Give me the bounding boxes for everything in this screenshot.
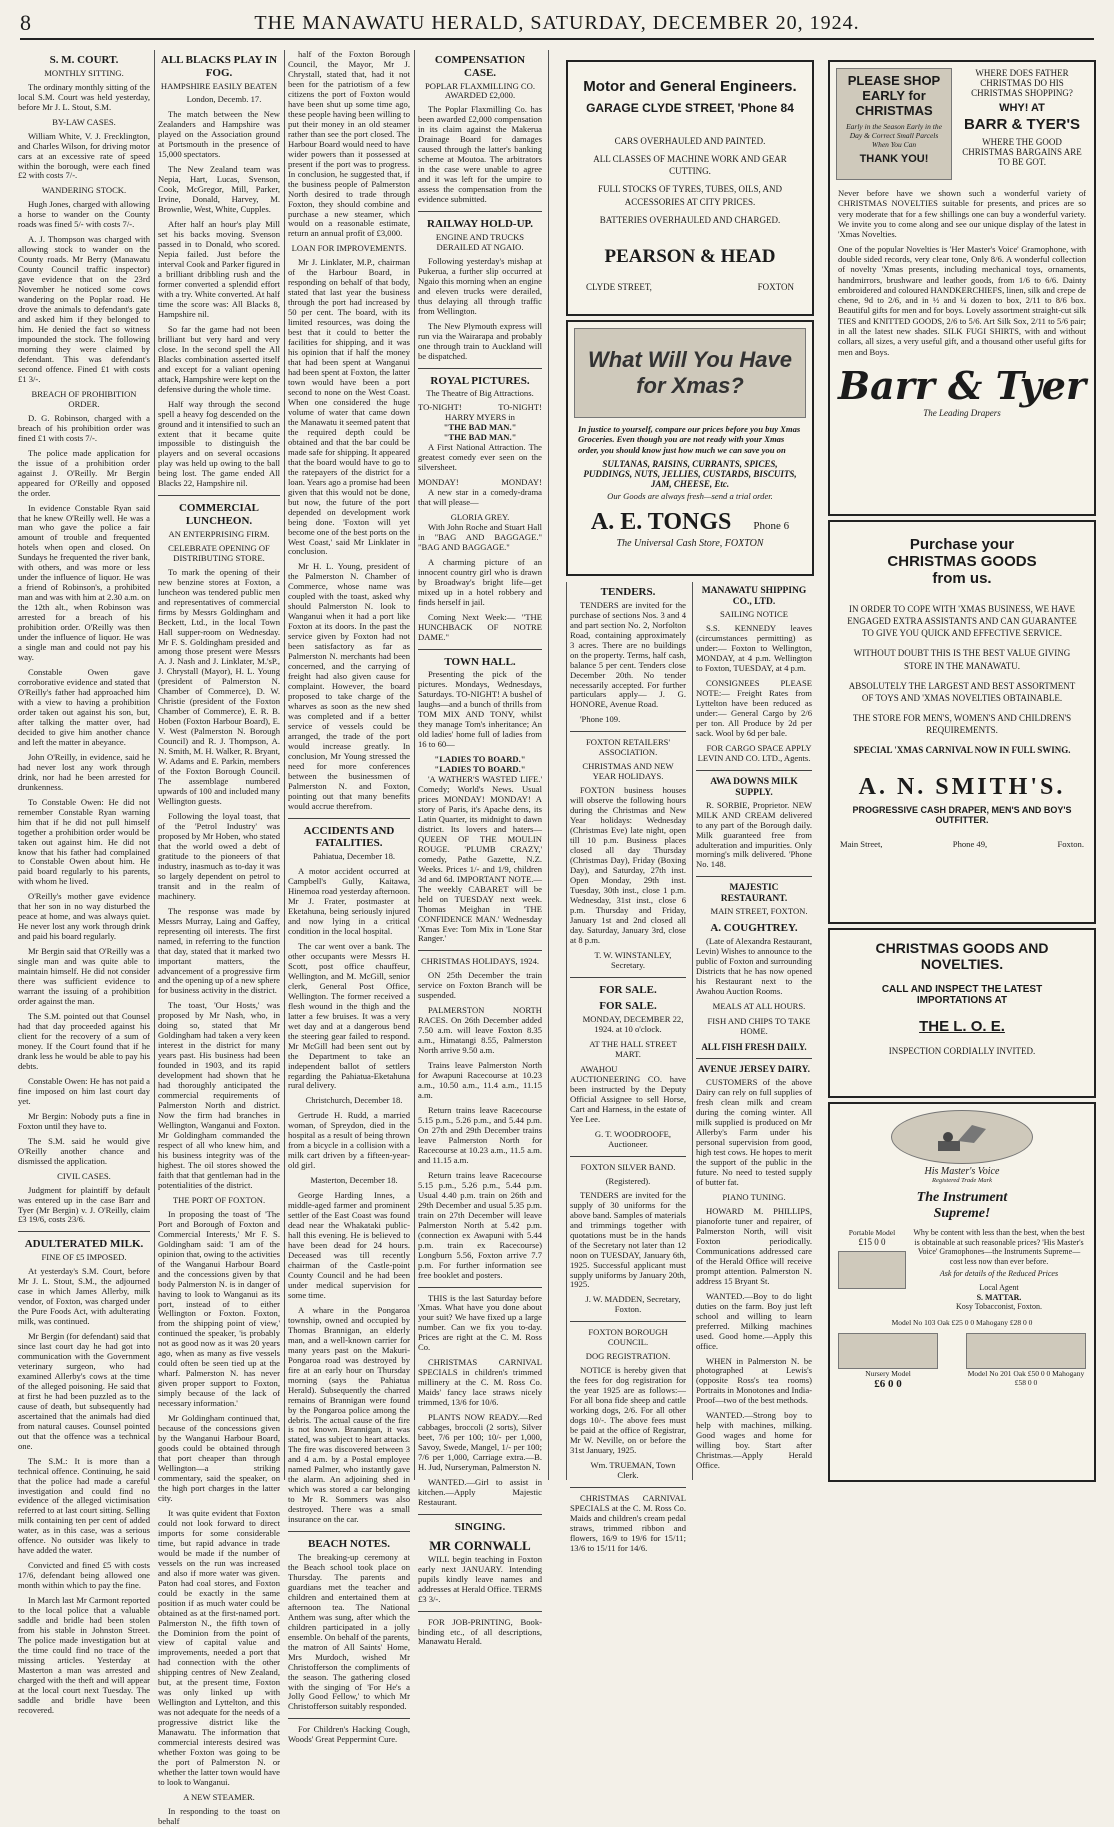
paragraph: NOTICE is hereby given that the fees for dog registration for the year 1925 are as follows:— For all bona fide sheep and cattle working dogs, 2/6. For all other dogs 10/-. The above fees must be paid at the office of Registrar, Mr W. Neville, on or before the 31st January, 1925.: [570, 1365, 686, 1456]
ad-brand-row: [568, 509, 812, 536]
trade-mark: Registered Trade Mark: [931, 1177, 993, 1184]
heading: FOR SALE.: [599, 1000, 657, 1013]
ad-line: WHERE DOES FATHER CHRISTMAS DO HIS CHRISTMAS SHOPPING?: [971, 68, 1073, 98]
paragraph: A. J. Thompson was charged with allowing stock to wander on the County roads. Mr Berry (Manawatu County Council traffic inspector) gave evidence that on the 23rd November he noticed some cows wandering on the Poplar road. He drove the animals to defendant's gate and asked him if they belonged to him. He denied the fact so witness impounded the stock. The following morning they were claimed by defendant. This was defendant's second offence. Fined £1 with costs £1 3/-.: [18, 234, 150, 384]
ad-body: [838, 188, 1086, 357]
nursery-gramophone-icon: [838, 1333, 938, 1369]
ad-line: WHERE THE GOOD CHRISTMAS BARGAINS ARE TO BE GOT.: [962, 137, 1082, 167]
paragraph: CONSIGNEES PLEASE NOTE:— Freight Rates from Lyttelton have been reduced as under:— General Cargo by 2/6 per ton. All Produce by 2d per sack. Wool by 6d per bale.: [696, 677, 812, 738]
subheading: FOXTON SILVER BAND.: [580, 1161, 676, 1172]
ad-brand: BARR & TYER'S: [963, 116, 1081, 133]
tonight-label: TO-NIGHT!: [418, 402, 462, 413]
subheading: FINE OF £5 IMPOSED.: [41, 1252, 127, 1263]
teacher-name: MR CORNWALL: [429, 1537, 531, 1553]
agent-name: S. MATTAR.: [976, 1292, 1022, 1302]
paragraph: Mr Goldingham continued that, because of the concessions given by the Wanganui Harbour Board, goods could be obtained through that port cheaper than through Wellington—a striking commentary, said the speaker, on the high port charges in the latter city.: [158, 1413, 280, 1503]
ad-subtitle: CALL AND INSPECT THE LATEST IMPORTATIONS AT: [881, 984, 1043, 1006]
paragraph: PLANTS NOW READY.—Red cabbages, broccoli (2 sorts), Silver beet, 7/6 per 100; 10/- per 1,000, Savoy, Swede, Mangel, 1/- per 100; 7/6 per 1,000, Carriage extra.—B. H. Jud, Nurseryman, Palmerston N.: [418, 1412, 542, 1472]
ad-his-masters-voice: [828, 1102, 1096, 1482]
paragraph: A whare in the Pongaroa township, owned and occupied by Thomas Brannigan, an elderly man, and a well-known carrier for many years past on the Makuri-Pongaroa road was destroyed by fire at an early hour on Thursday morning (says the Pahiatua Herald). Subsequently the charred remains of Brannigan were found by the Pongaroa police among the debris. The actual cause of the fire is not known. Brannigan, it was stated, was subject to heart attacks. The fire was discovered between 3 and 4 a.m. by a Postal employee named Palmer, who instantly gave the alarm. An adjoining shed in which was stored a car belonging to Mr R. Sommers was also destroyed. There was a small insurance on the car.: [288, 1304, 410, 1525]
ad-top: [830, 62, 1094, 186]
signature: G. T. WOODROOFE, Auctioneer.: [594, 1128, 672, 1149]
ad-question: [952, 68, 1088, 180]
ad-street: Main Street,: [840, 839, 883, 850]
ad-address-row: [840, 839, 1084, 849]
column-rule: [692, 582, 693, 1480]
ad-barr-tyer: [828, 60, 1096, 516]
ad-town: FOXTON: [757, 281, 794, 292]
subheading: LOAN FOR IMPROVEMENTS.: [291, 243, 407, 254]
ad-line: WHY! AT: [999, 102, 1045, 114]
paragraph: A motor accident occurred at Campbell's Gully, Kaitawa, Hinemoa road yesterday afternoon. Mr J. Frater, postmaster at Eketahuna, being seriously injured and now lying in a critical condition in the local hospital.: [288, 866, 410, 936]
ad-an-smith: [828, 520, 1096, 924]
heading: MAJESTIC RESTAURANT.: [720, 883, 788, 905]
heading: BEACH NOTES.: [308, 1538, 390, 1551]
column-3: [288, 49, 410, 1745]
paragraph: So far the game had not been brilliant but very hard and very close. In the second spell the All Blacks combination asserted itself and except for a valiant opening attack, Hampshire were kept on the defensive during the whole time.: [158, 323, 280, 394]
ad-subtitle: PROGRESSIVE CASH DRAPER, MEN'S AND BOY'S OUTFITTER.: [852, 805, 1072, 826]
ad-line: FULL STOCKS OF TYRES, TUBES, OILS, AND ACCESSORIES AT CITY PRICES.: [598, 184, 782, 207]
paragraph: Ask for details of the Reduced Prices: [939, 1269, 1059, 1279]
divider: [570, 1156, 686, 1157]
ad-street: CLYDE STREET,: [586, 281, 652, 292]
paragraph: To Constable Owen: He did not remember Constable Ryan warning him that if he did not pull himself together a prohibition order would be taken out against him. He did not know that his father had complained to Constable Owen about him. He paid board regularly to his parents, with whom he lived.: [18, 796, 150, 887]
divider: [288, 818, 410, 819]
barr-tyer-script-logo: Barr & Tyer: [838, 363, 1086, 408]
divider: [18, 1231, 150, 1232]
monday-label: MONDAY!: [418, 477, 459, 487]
monday-label: MONDAY!: [501, 477, 542, 487]
paragraph: Gertrude H. Rudd, a married woman, of Spreydon, died in the hospital as a result of being thrown from a bicycle in a collision with a milk cart driven by a fifteen-year-old girl.: [288, 1110, 410, 1171]
model-201: [966, 1333, 1086, 1390]
paragraph: Why be content with less than the best, when the best is obtainable at such reasonable prices? 'His Master's Voice' Gramophones—the Instruments Supreme—cost less now than ever before.: [913, 1228, 1085, 1266]
ad-line: WITHOUT DOUBT THIS IS THE BEST VALUE GIVING STORE IN THE MANAWATU.: [853, 648, 1071, 671]
paragraph: AWAHOU AUCTIONEERING CO. have been instructed by the Deputy Official Assignee to sell Horse, Cart and Harness, in the estate of Yee Lee.: [570, 1064, 686, 1124]
subheading: WANDERING STOCK.: [41, 185, 127, 196]
paragraph: Mr J. Linklater, M.P., chairman of the Harbour Board, in responding on behalf of that body, stated that last year the business through the port had increased by 50 per cent. The board, with its limited resources, was doing the best that it could to better the facilities for shipping, and it was his opinion that if half the money that had been spent at Wanganui had been spent at Foxton, the latter town would have been a port second to none on the West Coast. When one considered the huge volume of water that came down the Manawatu it seemed patent that the required depth could be obtained and that the bar could be made safe for shipping. It appeared that the board would have to go to the ratepayers of the district for a loan. Years ago a promise had been given that this would not be done, but now, the future of the port depended on development work being done. 'Foxton will yet become one of the best ports on the West Coast,' said Mr Linklater in conclusion.: [288, 257, 410, 557]
divider: [418, 1611, 542, 1612]
paragraph: FISH AND CHIPS TO TAKE HOME.: [707, 1015, 811, 1036]
paragraph: The S.M.: It is more than a technical offence. Continuing, he said that the police had made a careful investigation and could find no evidence of the alleged victimisation referred to at last court sitting. Selling milk containing ten per cent of added water, as in this case, was a serious offence. No outsider was likely to have added the water.: [18, 1455, 150, 1556]
divider: [288, 1531, 410, 1532]
model-label: Nursery Model: [865, 1368, 911, 1378]
column-4: [418, 50, 542, 1647]
divider: [696, 876, 812, 877]
heading: AVENUE JERSEY DAIRY.: [697, 1065, 811, 1076]
paragraph: William White, V. J. Frecklington, and Charles Wilson, for driving motor cars at an excessive rate of speed within the borough, were each fined £2 with costs 7/-.: [18, 130, 150, 181]
ad-phone: Phone 49,: [952, 839, 988, 850]
heading: RAILWAY HOLD-UP.: [427, 218, 533, 231]
paragraph: The S.M. said he would give O'Reilly another chance and dismissed the application.: [18, 1135, 150, 1166]
paragraph: AT THE HALL STREET MART.: [589, 1039, 677, 1060]
hmv-body: [912, 1228, 1086, 1312]
paragraph: FOR CARGO SPACE APPLY LEVIN AND CO. LTD., Agents.: [697, 742, 812, 763]
heading: MANAWATU SHIPPING CO., LTD.: [701, 586, 807, 608]
divider: [570, 731, 686, 732]
ad-town: Foxton.: [1057, 839, 1084, 850]
paragraph: Hugh Jones, charged with allowing a horse to wander on the County roads was fined 5/- with costs 7/-.: [18, 199, 150, 230]
column-5: [570, 582, 686, 1553]
ad-title: CHRISTMAS GOODS: [887, 553, 1037, 570]
paragraph: CHRISTMAS CARNIVAL SPECIALS in children's trimmed millinery at the C. M. Ross Co. Maids' fancy lace straws nicely trimmed, 13/6 for 10/6.: [418, 1357, 542, 1408]
model-portable: [838, 1228, 906, 1312]
column-rule: [414, 50, 415, 1480]
paragraph: It was quite evident that Foxton could not look forward to direct imports for some considerable time, but rapid advance in trade would be made if the number of vessels on the run was increased and also if more water was given. Paton had coal stores, and Foxton could be exactly in the same position if as much water could be obtained as at the first-named port. Palmerston N., the fifth town of the Dominion from the point of view of capital value and improvements, needed a port that had connection with the other shipping centres of New Zealand, but, at the present time, Foxton was only linked up with Wellington and Lyttelton, and this was not adequate for the needs of a progressive district like the Manawatu. The information that commercial interests desired was whether Foxton was going to be the port of Palmerston N. or whether the latter town would have to look to Wanganui.: [158, 1507, 280, 1788]
paragraph: Return trains leave Racecourse 5.15 p.m., 5.26 p.m., and 5.44 p.m. On 27th and 29th December trains leave Palmerston North for Racecourse at 10.23 a.m., 11.5 a.m. and 11.15 a.m.: [418, 1105, 542, 1165]
paragraph: THIS is the last Saturday before 'Xmas. What have you done about your suit? We have fixed up a large number. Can we fix you to-day. Prices are right at the C. M. Ross Co.: [418, 1292, 542, 1353]
paragraph: The breaking-up ceremony at the Beach school took place on Thursday. The parents and guardians met the teacher and children and entertained them at afternoon tea. The National Anthem was sung, after which the children participated in a jolly ensemble. On behalf of the parents, the matron of All Saints' Home, Mrs Murdoch, wished Mr Christofferson the compliments of the season. The gathering closed with the singing of 'For He's a Jolly Good Fellow,' to which Mr Christofferson suitably responded.: [288, 1551, 410, 1712]
paragraph: TENDERS are invited for the purchase of sections Nos. 3 and 4 and part section No. 2, Norfolton Road, containing approximately 3 acres. There are no buildings on the property. Terms, half cash, balance 5 per cent. Tenders close December 20th. No tender necessarily accepted. For further particulars apply— J. G. HONORE, Avenue Road.: [570, 599, 686, 710]
ad-line: THE STORE FOR MEN'S, WOMEN'S AND CHILDREN'S REQUIREMENTS.: [852, 712, 1072, 736]
ad-brand: A. N. SMITH'S.: [858, 774, 1066, 801]
newspaper-title: THE MANAWATU HERALD, SATURDAY, DECEMBER 20, 1924.: [254, 12, 860, 34]
paragraph: One of the popular Novelties is 'Her Master's Voice' Gramophone, with double sided records, very clear tone, Only 8/6. A wonderful collection of novelty 'Xmas presents, including mechanical toys, ornaments, handmirrors, brushware and leather goods, from 1/6 to 6/6. Dainty embroidered and coloured HANDKERCHIEFS, linen, silk and crepe de chene, 9d to 2/6, and in ½ and ¼ dozen to box, 2/11 to 8/6 box. Beautiful gifts for men and for boys. Lovely assortment straight-cut silk TIES and KNITTED GOODS, 2/6 to 5/6. Art Silk Sox, 2/11 to 5/6 pair; in all the latest new shades. SILK FUGI SHIRTS, with and without collars, all sizes, a very useful gift, and a thousand other useful gifts for men and Boys.: [838, 243, 1086, 357]
ad-title: Supreme!: [933, 1206, 991, 1221]
ad-pearson-head: [566, 60, 814, 316]
divider: [418, 950, 542, 951]
ad-line: ABSOLUTELY THE LARGEST AND BEST ASSORTMENT OF TOYS AND 'XMAS NOVELTIES OBTAINABLE.: [848, 680, 1076, 703]
heading: COMPENSATION CASE.: [434, 54, 526, 79]
model-price: £6 0 0: [874, 1377, 902, 1390]
paragraph: With John Roche and Stuart Hall in "BAG AND BAGGAGE." "BAG AND BAGGAGE.": [418, 521, 542, 552]
model-label: Portable Model: [848, 1228, 896, 1237]
ad-brand: THE L. O. E.: [919, 1018, 1005, 1035]
dog-gramophone-icon: [891, 1110, 1033, 1164]
ad-line: BATTERIES OVERHAULED AND CHARGED.: [599, 214, 781, 225]
paragraph: The police made application for the issue of a prohibition order against J. O'Reilly. Mr Bergin appeared for O'Reilly and opposed the order.: [18, 447, 150, 498]
paragraph: A new star in a comedy-drama that will please—: [418, 486, 542, 507]
dateline: London, Decemb. 17.: [186, 94, 262, 105]
xmas-illustration: [574, 328, 806, 418]
film-title: "THE BAD MAN.": [443, 422, 517, 433]
paragraph: The match between the New Zealanders and Hampshire was played on the Association ground at Portsmouth in the presence of 15,000 spectators.: [158, 109, 280, 160]
paragraph: Following the loyal toast, that of the 'Petrol Industry' was proposed by Mr Hoben, who stated that the world owed a debt of gratitude to the pioneers of that industry, inasmuch as to-day it was so largely dependent on petrol to transit and in the realm of machinery.: [158, 810, 280, 901]
paragraph: WANTED.—Boy to do light duties on the farm. Boy just left school and willing to learn preferred. Milking machines used. Good home.—Apply this office.: [696, 1290, 812, 1351]
ad-line: In justice to yourself, compare our prices before you buy Xmas Groceries. Even though you are not ready with your Xmas order, you should know just how much we can save you on: [578, 424, 801, 455]
paragraph: The toast, 'Our Hosts,' was proposed by Mr Nash, who, in doing so, stated that Mr Goldingham had taken a very keen interest in the district for many years past. His business had been founded in 1903, and its rapid development had shown that he had thoroughly anticipated the commercial requirements of Palmerston North and district. Now the firm had branches in Wellington, Wanganui and Foxton. Mr Goldingham commanded the respect of all who knew him, and his business integrity was of the highest. The oil stores showed the faith that that gentleman had in the potentialities of the district.: [158, 1000, 280, 1190]
paragraph: FOR JOB-PRINTING, Book-binding etc., of all descriptions, Manawatu Herald.: [418, 1616, 542, 1647]
ad-subtitle: GARAGE CLYDE STREET, 'Phone 84: [586, 101, 794, 115]
ad-title: CHRISTMAS GOODS AND NOVELTIES.: [875, 940, 1049, 972]
paragraph: Constable Owen gave corroborative evidence and stated that O'Reilly's father had approached him with a view to having a prohibition order taken out against his son, but, after talking the matter over, had decided to give him another chance and left the matter in abeyance.: [18, 667, 150, 747]
signature: Wm. TRUEMAN, Town Clerk.: [590, 1460, 676, 1480]
ad-line: Our Goods are always fresh—send a trial order.: [607, 490, 773, 501]
subheading: FOXTON RETAILERS' ASSOCIATION.: [585, 737, 670, 758]
paragraph: WANTED.—Girl to assist in kitchen.—Apply Majestic Restaurant.: [418, 1476, 542, 1507]
ad-line: ALL CLASSES OF MACHINE WORK AND GEAR CUTTING.: [593, 154, 787, 177]
paragraph: Mr Bergin: Nobody puts a fine in Foxton until they have to.: [18, 1110, 150, 1131]
agent-label: Local Agent: [979, 1282, 1019, 1292]
page-number: 8: [20, 10, 32, 35]
subheading: BREACH OF PROHIBITION ORDER.: [31, 388, 137, 409]
ad-tagline: The Universal Cash Store, FOXTON: [616, 537, 764, 549]
paragraph: MAIN STREET, FOXTON.: [710, 906, 808, 917]
paragraph: WILL begin teaching in Foxton early next JANUARY. Intending pupils kindly leave names and addresses at Herald Office. TERMS £3 3/-.: [418, 1553, 542, 1604]
heading: ALL FISH FRESH DAILY.: [701, 1041, 807, 1052]
subheading: HAMPSHIRE EASILY BEATEN: [160, 80, 278, 91]
ad-title: Motor and General Engineers.: [583, 78, 797, 95]
subheading: DOG REGISTRATION.: [585, 1351, 671, 1362]
subheading: AN ENTERPRISING FIRM.: [168, 528, 270, 539]
hmv-brand: His Master's Voice: [924, 1166, 1000, 1177]
dateline: Pahiatua, December 18.: [312, 851, 396, 862]
paragraph: PALMERSTON NORTH RACES. On 26th December added 7.50 a.m. will leave Foxton 8.35 a.m., Himatangi 8.55, Palmerston North arrive 9.50 a.m.: [418, 1005, 542, 1056]
divider: [570, 977, 686, 978]
dateline: Christchurch, December 18.: [305, 1095, 403, 1106]
cabinet-gramophone-icon: [966, 1333, 1086, 1369]
paragraph: A First National Attraction. The greatest comedy ever seen on the silversheet.: [418, 442, 542, 473]
heading: ACCIDENTS AND FATALITIES.: [303, 824, 395, 850]
heading: S. M. COURT.: [49, 54, 119, 66]
ad-line: SULTANAS, RAISINS, CURRANTS, SPICES, PUDDINGS, NUTS, JELLIES, CUSTARDS, BISCUITS, JAM, CHEESE, Etc.: [583, 458, 797, 489]
ad-line: CARS OVERHAULED AND PAINTED.: [614, 136, 766, 146]
paragraph: Mr Bergin said that O'Reilly was a single man and was quite able to maintain himself. He did not consider there was sufficient evidence to warrant the issuing of a prohibition order against the man.: [18, 946, 150, 1007]
divider: [418, 649, 542, 650]
ad-phone: Phone 6: [753, 519, 790, 532]
paragraph: TENDERS are invited for the supply of 30 uniforms for the above band. Samples of materials and trimmings together with quotations must be in the hands of the Secretary not later than 12 noon on TUESDAY, January 6th, 1925. Successful applicant must supply uniforms by January 20th, 1925.: [570, 1189, 686, 1290]
ad-brand: A. E. TONGS: [590, 508, 732, 535]
sign-thanks: THANK YOU!: [859, 153, 929, 165]
paragraph: D. G. Robinson, charged with a breach of his prohibition order was fined £1 with costs 7/-.: [18, 412, 150, 443]
paragraph: HOWARD M. PHILLIPS, pianoforte tuner and repairer, of Palmerston North, will visit Foxton periodically. Communications addressed care of the Herald Office will receive prompt attention. Palmerston N. address 15 Bryant St.: [696, 1205, 812, 1286]
agent-address: Kosy Tobacconist, Foxton.: [956, 1302, 1042, 1312]
model-price: £15 0 0: [858, 1237, 886, 1247]
paragraph: In evidence Constable Ryan said that he knew O'Reilly well. He was a man who gave the police a fair amount of trouble and frequented hotels when open and closed. On Sundays he frequented the river bank, with others, and was more or less under the influence of liquor. He was a friend of Robinson's, a prohibited man and was with him at 2.30 a.m. on the 12th alt., when Robinson was arrested for a breach of his prohibition order. O'Reilly was then under the influence of liquor. He was a single man and could not pay his way.: [18, 502, 150, 663]
divider: [418, 368, 542, 369]
paragraph: The New Zealand team was Nepia, Hart, Lucas, Svenson, Cook, McGregor, Mill, Parker, Irvine, Donald, Harvey, M. Brownlie, West, White, Cupples.: [158, 164, 280, 215]
masthead: [20, 8, 1094, 40]
paragraph: WANTED.—Strong boy to help with machines, milking. Good wages and home for willing boy. Start after Christmas.—Apply Herald Office.: [696, 1410, 812, 1471]
paragraph: After half an hour's play Mill set his backs moving. Svenson passed in to Donald, who scored. Nepia failed. Just before the interval Cook and Parker figured in a brilliant dribbling rush and the former converted a splendid effort with a try. White converted. At half time the score was: All Blacks 8, Hampshire nil.: [158, 219, 280, 319]
subheading: POPLAR FLAXMILLING CO. AWARDED £2,000.: [424, 80, 536, 101]
paragraph: MONDAY, DECEMBER 22, 1924. at 10 o'clock.: [582, 1014, 684, 1035]
divider: [570, 1487, 686, 1488]
divider: [696, 1058, 812, 1059]
paragraph: Following yesterday's mishap at Pukerua, a further slip occurred at Ngaio this morning when an engine and eleven trucks were derailed, thus delaying all through traffic from Wellington.: [418, 255, 542, 316]
paragraph: (Late of Alexandra Restaurant, Levin) Wishes to announce to the public of Foxton and surrounding Districts that he has now opened his Restaurant next to the Awahou Auction Rooms.: [696, 936, 812, 996]
ad-brand: PEARSON & HEAD: [604, 245, 776, 267]
paragraph: In proposing the toast of 'The Port and Borough of Foxton and Commercial Interests,' Mr F. S. Goldingham said: 'I am of the opinion that, owing to the activities of the Wanganui Harbour Board and the concessions given by that body Palmerston N. is in danger of having to look to Wanganui as its port, instead of to either Wellington or Foxton. Foxton, from the shipping point of view,' continued the speaker, 'is probably not as good now as it was 20 years ago, when as many as five vessels could often be seen tied up at the wharf. Palmerston N. has never given proper support to Foxton, simply because of the lack of necessary information.': [158, 1208, 280, 1409]
divider: [570, 1321, 686, 1322]
paragraph: John O'Reilly, in evidence, said he had never lost any work through drink, nor had he been arrested for drunkenness.: [18, 751, 150, 792]
paragraph: The response was made by Messrs Murray, Laing and Gaffey, representing oil interests. The first named, in referring to the function that day, stated that it marked two important matters, the advancement of a progressive firm and the opening up of a new sphere for business activity in the district.: [158, 905, 280, 996]
paragraph: S.S. KENNEDY leaves (circumstances permitting) as under:— Foxton to Wellington, MONDAY, at 4 p.m. Wellington to Foxton, TUESDAY, at 4 p.m.: [696, 623, 812, 673]
sign-subtext: Early in the Season Early in the Day & Correct Small Parcels When You Can: [846, 122, 942, 149]
hmv-bottom: [838, 1333, 1086, 1390]
paragraph: half of the Foxton Borough Council, the Mayor, Mr J. Chrystall, stated that, had it not been for the patriotism of a few citizens the port of Foxton would have been shut up some time ago, these people having been willing to put their money in an old steamer rather than see the port closed. The Harbour Board would need to have wider powers than it possessed at present if the port was to progress. In conclusion, he suggested that, if the business people of Palmerston North desired to trade through Foxton, they should combine and purchase a new steamer, which would on a reasonable estimate, return an annual profit of £3,000.: [288, 49, 410, 239]
ad-tongs: [566, 320, 814, 576]
sign-text: PLEASE SHOP EARLY for CHRISTMAS: [847, 73, 941, 118]
paragraph: Convicted and fined £5 with costs 17/6, defendant being allowed one month within which to pay the fine.: [18, 1560, 150, 1591]
subheading: PIANO TUNING.: [722, 1191, 786, 1202]
column-rule: [566, 582, 567, 1480]
paragraph: A charming picture of an innocent country girl who is drawn by Broadway's bright life—get mixed up in a hotel robbery and finds herself in jail.: [418, 556, 542, 607]
phone: 'Phone 109.: [580, 714, 621, 725]
ad-loe: [828, 928, 1096, 1098]
proprietor-name: A. COUGHTREY.: [710, 922, 798, 935]
heading: SINGING.: [454, 1520, 506, 1533]
subheading: CELEBRATE OPENING OF DISTRIBUTING STORE.: [168, 542, 270, 563]
paragraph: Mr Bergin (for defendant) said that since last court day he had got into communication with the Government veterinary surgeon, who had examined Allerby's cows at the time of the alleged poisoning. He said that at first he had been puzzled as to the cause of death, but subsequently had ascertained that the animals had died from natural causes. Counsel pointed out that the offence was a technical one.: [18, 1330, 150, 1451]
heading: AWA DOWNS MILK SUPPLY.: [710, 776, 798, 798]
heading: TOWN HALL.: [444, 655, 516, 668]
paragraph: CHRISTMAS CARNIVAL SPECIALS at the C. M. Ross Co. Maids and children's cream pedal straws, trimmed ribbon and flowers, 16/9 to 19/6 for 15/11; 13/6 to 15/11 for 14/6.: [570, 1492, 686, 1553]
ad-art-title: What Will You Have for Xmas?: [588, 347, 792, 398]
subheading: CIVIL CASES.: [57, 1170, 111, 1181]
ad-line: IN ORDER TO COPE WITH 'XMAS BUSINESS, WE HAVE ENGAGED EXTRA ASSISTANTS AND CAN GUARANTEE TO GIVE YOU QUICK AND EFFECTIVE SERVICE.: [847, 604, 1077, 639]
paragraph: WHEN in Palmerston N. be photographed at Lewis's (opposite Ross's tea rooms) Portraits in Monotones and India-Proof—two of the best methods.: [696, 1355, 812, 1406]
portable-gramophone-icon: [838, 1251, 906, 1289]
hmv-middle: [838, 1228, 1086, 1312]
please-shop-sign: [836, 68, 952, 180]
paragraph: Never before have we shown such a wonderful variety of CHRISTMAS NOVELTIES suitable for presents, and prices are so very moderate that for a few shillings one can buy a wonderful variety. We invite you to come along and see our unique display of the latest in 'Xmas Novelties.: [838, 188, 1086, 240]
paragraph: In responding to the toast on behalf: [158, 1805, 280, 1826]
paragraph: Mr H. L. Young, president of the Palmerston N. Chamber of Commerce, whose name was coupled with the toast, asked why should Palmerston N. look to Wanganui when it had a port like Foxton at its doors. In the past the service given by Foxton had not been satisfactory as far as Palmerston N. merchants had been concerned, and the carrying of freight had also given cause for complaint. However, the board proposed to take charge of the wharves as soon as the new shed was completed and if a better service of vessels could be arranged, the trade of the port would increase greatly. In conclusion, Mr Young stressed the need for more conferences between the businessmen of Palmerston N. and Foxton, pointing out that many benefits would accrue therefrom.: [288, 561, 410, 811]
model-label: Model No 201 Oak £50 0 0 Mahogany £58 0 0: [967, 1368, 1085, 1387]
column-rule: [154, 50, 155, 1480]
paragraph: To mark the opening of their new benzine stores at Foxton, a luncheon was tendered public men and representatives of commercial firms by Messrs Goldingham and Beckett, Ltd., in the local Town Hall supper-room on Wednesday. Mr F. S. Goldingham presided and among those present were Messrs A. J. Nash and J. Linklater, M.'sP., J. Chrystall (Mayor), H. L. Young (president of Palmerston N. Chamber of Commerce), D. W. Christie (president of the Foxton Chamber of Commerce), E. R. B. Hoben (Foxton Harbour Board), E. V. West (Palmerston N. Borough Council) and R. J. Thompson, A. N. Smith, M. H. Walker, R. Bryant, W. Adams and E. Parkin, members of the Foxton Borough Council. The assemblage numbered upwards of 100 and included many Wellington guests.: [158, 566, 280, 806]
paragraph: Constable Owen: He has not paid a fine imposed on him last court day yet.: [18, 1075, 150, 1106]
paragraph: The S.M. pointed out that Counsel had that day proceeded against his client for the recovery of a sum of money. If the Court found that if he drank less he would be able to pay his debts.: [18, 1011, 150, 1071]
heading: FOR SALE.: [599, 983, 657, 996]
paragraph: For Children's Hacking Cough, Woods' Great Peppermint Cure.: [288, 1724, 410, 1745]
subheading: THE PORT OF FOXTON.: [172, 1194, 266, 1205]
paragraph: Judgment for plaintiff by default was entered up in the case Barr and Tyer (Mr Bergin) v. J. O'Reilly, claim £3 19/6, costs 23/6.: [18, 1184, 150, 1225]
dateline: Masterton, December 18.: [310, 1175, 398, 1186]
divider: [696, 770, 812, 771]
model-nursery: [838, 1333, 938, 1390]
signature: J. W. MADDEN, Secretary, Foxton.: [585, 1294, 681, 1315]
paragraph: ON 25th December the train service on Foxton Branch will be suspended.: [418, 970, 542, 1001]
subheading: CHRISTMAS AND NEW YEAR HOLIDAYS.: [582, 761, 674, 782]
paragraph: In March last Mr Carmont reported to the local police that a valuable saddle and bridle had been stolen from his stable in Johnston Street. The police made investigation but at the time could find no trace of the missing articles. Yesterday at Masterton a man was arrested and charged with the theft and will appear at the local court next Tuesday. The saddle and bridle have been recovered.: [18, 1595, 150, 1715]
subheading: MONTHLY SITTING.: [44, 67, 124, 78]
paragraph: The ordinary monthly sitting of the local S.M. Court was held yesterday, before Mr J. L. Stout, S.M.: [18, 81, 150, 112]
paragraph: The car went over a bank. The other occupants were Messrs H. Scott, post office chauffeur, Wellington, and M. McGill, senior clerk, General Post Office, Wellington. The former received a flesh wound in the thigh and the latter a few bruises. It was a very wet day and at a dangerous bend the steering gear failed to respond. Mr McGill had been sent out by the Department to take an independent ballot of settlers regarding the Pahiatua-Eketahuna rural delivery.: [288, 940, 410, 1091]
subheading: SAILING NOTICE: [719, 609, 789, 620]
paragraph: The New Plymouth express will run via the Wairarapa and probably one through train to Auckland will be dispatched.: [418, 320, 542, 361]
ad-line: INSPECTION CORDIALLY INVITED.: [888, 1046, 1036, 1056]
ad-title: Purchase your: [909, 536, 1015, 553]
divider: [158, 495, 280, 496]
paragraph: Trains leave Palmerston North for Awapuni Racecourse at 10.23 a.m., 10.50 a.m., 11.4 a.m., 11.15 a.m.: [418, 1060, 542, 1101]
ad-title: from us.: [932, 570, 992, 587]
film-title: "LADIES TO BOARD.": [434, 764, 526, 774]
subheading: BY-LAW CASES.: [52, 116, 116, 127]
divider: [418, 211, 542, 212]
paragraph: O'Reilly's mother gave evidence that her son in no way disturbed the peace at home, and was always quiet. He never lost any work through drink and paid his board regularly.: [18, 891, 150, 942]
heading: ROYAL PICTURES.: [430, 374, 530, 387]
paragraph: R. SORBIE, Proprietor. NEW MILK AND CREAM delivered to any part of the Borough daily. Milk guaranteed free from adulteration and impurities. Only morning's milk delivered. 'Phone No. 148.: [696, 799, 812, 870]
heading: ALL BLACKS PLAY IN FOG.: [160, 54, 278, 79]
heading: ADULTERATED MILK.: [24, 1238, 144, 1251]
column-6: [696, 582, 812, 1480]
paragraph: George Harding Innes, a middle-aged farmer and prominent settler of the East Coast was found dead near the Whakataki public-hall this evening. He is believed to have been dead for 24 hours. Deceased was till recently chairman of the Castle-point County Council and he had been under medical supervision for some time.: [288, 1190, 410, 1300]
heading: COMMERCIAL LUNCHEON.: [178, 502, 260, 528]
star-line: HARRY MYERS in: [445, 412, 515, 423]
divider: [418, 1287, 542, 1288]
gramophone-icon: [932, 1119, 992, 1155]
paragraph: FOXTON business houses will observe the following hours during the Christmas and New Year holidays: Wednesday (Christmas Eve) late night, open till 10 p.m. Business places closed all day Thursday (Christmas Day), Friday (Boxing Day), and Saturday, 27th inst. Open Monday, 29th inst. Tuesday, 30th inst., close 1 p.m. Wednesday, 31st inst., close 6 p.m. Thursday and Friday, January 1st and 2nd closed all day. Saturday, January 3rd, close at 8 p.m.: [570, 785, 686, 945]
column-rule: [548, 50, 549, 1480]
film-title: "LADIES TO BOARD.": [434, 754, 526, 765]
ad-address-row: [586, 282, 794, 292]
subheading: A NEW STEAMER.: [183, 1792, 255, 1802]
paragraph: Half way through the second spell a heavy fog descended on the ground and it intensified to such an extent that it became quite impossible to distinguish the players and on several occasions play was held up owing to the ball being lost. The game ended All Blacks 22, Hampshire nil.: [158, 398, 280, 489]
ad-title: The Instrument: [916, 1190, 1008, 1205]
subheading: FOXTON BOROUGH COUNCIL.: [588, 1327, 668, 1348]
paragraph: CUSTOMERS of the above Dairy can rely on full supplies of fresh clean milk and cream during the coming winter. All milk supplied is produced on Mr Allerby's Farm under his personal supervision from good, high test cows. He hopes to merit the support of the public in the future. No need to tested supply of butter fat.: [696, 1077, 812, 1188]
subheading: ENGINE AND TRUCKS DERAILED AT NGAIO.: [435, 231, 525, 252]
column-rule: [284, 50, 285, 1480]
model-103: Model No 103 Oak £25 0 0 Mahogany £28 0 0: [891, 1317, 1033, 1327]
subheading: (Registered).: [605, 1175, 651, 1186]
heading: TENDERS.: [600, 586, 656, 598]
subheading: CHRISTMAS HOLIDAYS, 1924.: [420, 956, 540, 967]
paragraph: Presenting the pick of the pictures. Mondays, Wednesdays, Saturdays. TO-NIGHT! A bushel of laughs—and a bunch of thrills from TOM MIX AND TONY, whilst they manage Tom's inheritance; An old ladies' home full of ladies from 16 to 60—: [418, 669, 542, 750]
ad-line: SPECIAL 'XMAS CARNIVAL NOW IN FULL SWING.: [853, 745, 1071, 756]
column-2: [158, 50, 280, 1826]
tonight-label: TO-NIGHT!: [498, 402, 542, 413]
paragraph: Return trains leave Racecourse 5.15 p.m., 5.26 p.m., 5.44 p.m. Usual 4.40 p.m. train on 26th and 29th December and usual 5.35 p.m. train on 27th December will leave Palmerston North at 5.42 p.m. (connection ex Awapuni with 5.44 p.m. train ex Racecourse) Longburn 5.56, Foxton arrive 7.7 p.m. For further information see free booklet and posters.: [418, 1169, 542, 1280]
paragraph: MEALS AT ALL HOURS.: [712, 1000, 806, 1011]
film-title: "THE BAD MAN.": [443, 432, 517, 443]
paragraph: 'A WATHER'S WASTED LIFE.' Comedy; World's News. Usual prices MONDAY! MONDAY! A story of Paris, it's Apache dens, its Latin Quarter, its midnight to dawn district. Its lovers and haters— QUEEN OF THE MOULIN ROUGE. 'PLUMB CRAZY,' comedy, Pathe Gazette, N.Z. Weeks. Prices 1/- and 1/9, children 3d and 6d. IMPORTANT NOTE.—The weekly CABARET will be held on TUESDAY next week. Thomas Meighan in 'THE CONFIDENCE MAN.' Wednesday 'Xmas Eve: Tom Mix in 'Lone Star Ranger.': [418, 773, 542, 944]
divider: [288, 1718, 410, 1719]
paragraph: At yesterday's S.M. Court, before Mr J. L. Stout, S.M., the adjourned case in which James Allerby, milk vendor, of Foxton, was charged under the Pure Foods Act, with adulterating milk, was continued.: [18, 1266, 150, 1326]
divider: [418, 1514, 542, 1515]
paragraph: Coming Next Week:— "THE HUNCHBACK OF NOTRE DAME.": [418, 611, 542, 642]
paragraph: The Poplar Flaxmilling Co. has been awarded £2,000 compensation in its claim against the Makerua Drainage Board for damages caused through the latter's banking scheme at Moutoa. The arbitrators in the case were unable to agree and it was left for the umpire to assess the compensation from the evidence submitted.: [418, 104, 542, 205]
logo-subtitle: The Leading Drapers: [923, 408, 1001, 418]
column-1: [18, 50, 150, 1715]
star-name: GLORIA GREY.: [450, 511, 510, 522]
subheading: The Theatre of Big Attractions.: [426, 388, 534, 399]
signature: T. W. WINSTANLEY, Secretary.: [594, 949, 672, 970]
